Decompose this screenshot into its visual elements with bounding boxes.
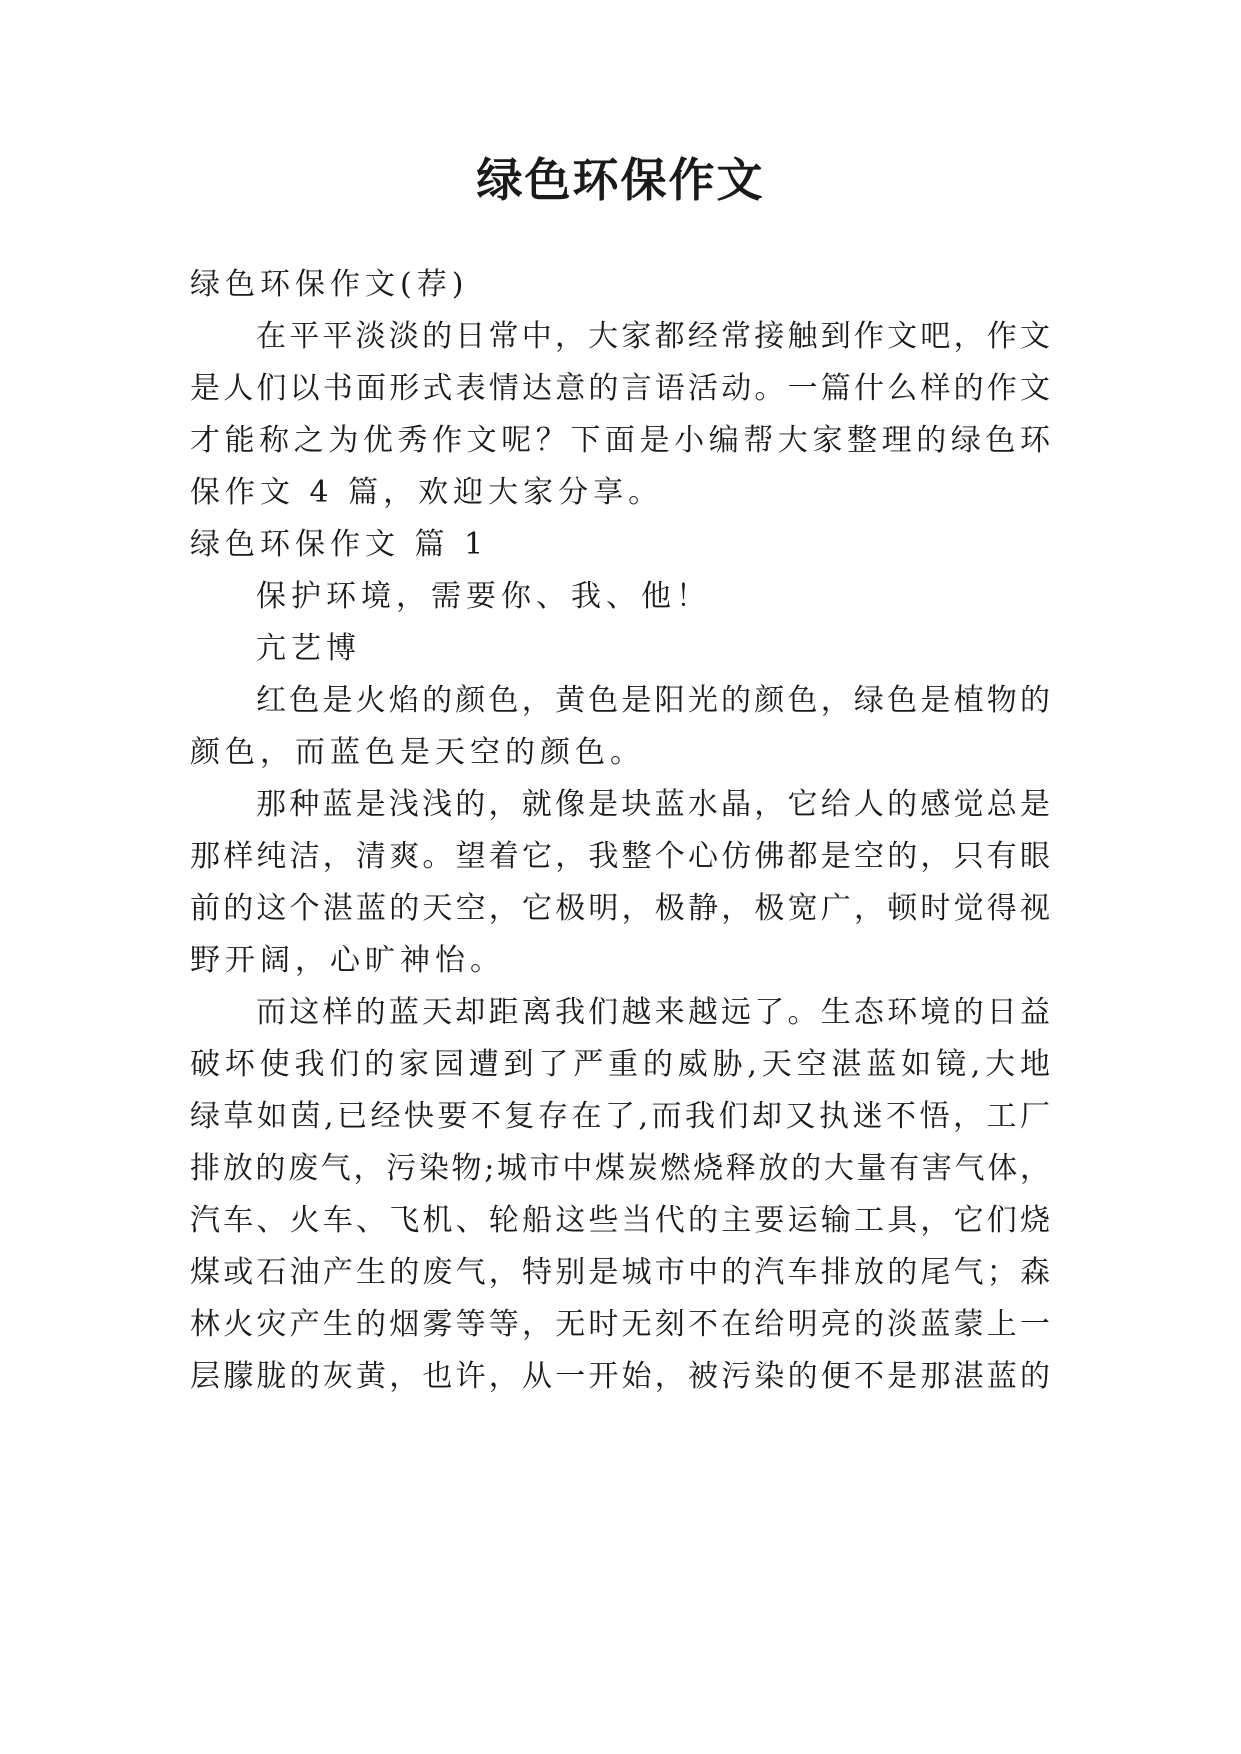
- section-heading: 绿色环保作文 篇 1: [190, 527, 489, 562]
- subtitle-line: 绿色环保作文(荐): [190, 267, 469, 302]
- paragraph-line: 层朦胧的灰黄，也许，从一开始，被污染的便不是那湛蓝的: [190, 1359, 1050, 1394]
- paragraph-line: 在平平淡淡的日常中，大家都经常接触到作文吧，作文: [256, 319, 1050, 354]
- paragraph-line: 前的这个湛蓝的天空，它极明，极静，极宽广，顿时觉得视: [190, 891, 1050, 926]
- paragraph-line: 红色是火焰的颜色，黄色是阳光的颜色，绿色是植物的: [256, 683, 1050, 718]
- paragraph-line: 排放的废气，污染物;城市中煤炭燃烧释放的大量有害气体，: [190, 1151, 1050, 1186]
- document-title: 绿色环保作文: [476, 153, 765, 207]
- paragraph-line: 汽车、火车、飞机、轮船这些当代的主要运输工具，它们烧: [190, 1203, 1050, 1238]
- paragraph-line: 颜色，而蓝色是天空的颜色。: [190, 735, 645, 770]
- paragraph-line: 才能称之为优秀作文呢？下面是小编帮大家整理的绿色环: [190, 423, 1050, 458]
- paragraph-line: 保作文 4 篇，欢迎大家分享。: [190, 475, 664, 510]
- paragraph-line: 煤或石油产生的废气，特别是城市中的汽车排放的尾气；森: [190, 1255, 1050, 1290]
- paragraph-line: 破坏使我们的家园遭到了严重的威胁,天空湛蓝如镜,大地: [190, 1047, 1050, 1082]
- paragraph-line: 是人们以书面形式表情达意的言语活动。一篇什么样的作文: [190, 371, 1050, 406]
- paragraph-line: 那种蓝是浅浅的，就像是块蓝水晶，它给人的感觉总是: [256, 787, 1050, 822]
- paragraph-line: 那样纯洁，清爽。望着它，我整个心仿佛都是空的，只有眼: [190, 839, 1050, 874]
- author-line: 亢艺博: [256, 631, 361, 666]
- essay-title-line: 保护环境，需要你、我、他！: [256, 579, 711, 614]
- paragraph-line: 而这样的蓝天却距离我们越来越远了。生态环境的日益: [256, 995, 1050, 1030]
- paragraph-line: 绿草如茵,已经快要不复存在了,而我们却又执迷不悟，工厂: [190, 1099, 1050, 1134]
- paragraph-line: 林火灾产生的烟雾等等，无时无刻不在给明亮的淡蓝蒙上一: [190, 1307, 1050, 1342]
- paragraph-line: 野开阔，心旷神怡。: [190, 943, 505, 978]
